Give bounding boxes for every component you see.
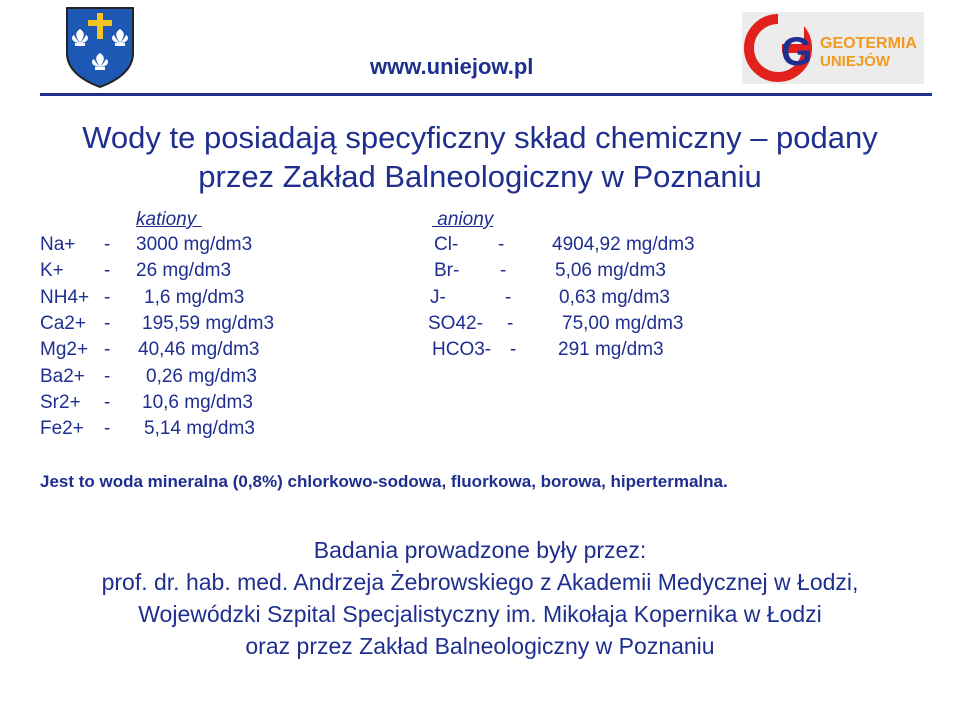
cation-value: 10,6 mg/dm3: [142, 391, 253, 413]
anion-value: 75,00 mg/dm3: [562, 312, 684, 334]
anions-header: aniony: [432, 209, 494, 230]
website-url: www.uniejow.pl: [370, 54, 534, 79]
cation-ion: Na+: [40, 234, 76, 255]
cation-value: 1,6 mg/dm3: [144, 286, 245, 308]
research-credits: [0, 534, 960, 662]
anion-ion: Br-: [434, 260, 460, 282]
cation-dash: -: [104, 234, 111, 255]
water-summary: Jest to woda mineralna (0,8%) chlorkowo-sodowa, fluorkowa, borowa, hipertermalna.: [40, 472, 728, 491]
cation-dash: -: [104, 260, 111, 282]
cation-ion: Fe2+: [40, 418, 84, 440]
cation-value: 3000 mg/dm3: [136, 234, 253, 255]
anion-ion: SO42-: [428, 312, 483, 334]
cation-value: 5,14 mg/dm3: [144, 418, 255, 440]
cation-ion: Mg2+: [40, 339, 89, 361]
credits-line-1: Badania prowadzone były przez:: [313, 537, 647, 563]
header-divider: [40, 93, 932, 96]
cation-value: 0,26 mg/dm3: [146, 365, 257, 387]
coat-of-arms-icon: [64, 5, 136, 89]
anion-ion: J-: [430, 286, 446, 308]
anion-value: 0,63 mg/dm3: [559, 286, 670, 308]
cation-ion: Sr2+: [40, 391, 81, 413]
cation-ion: Ba2+: [40, 365, 85, 387]
cation-value: 40,46 mg/dm3: [138, 339, 260, 361]
cation-value: 26 mg/dm3: [136, 260, 232, 282]
cation-dash: -: [104, 418, 111, 440]
title-line-2: przez Zakład Balneologiczny w Poznaniu: [198, 159, 762, 194]
cation-ion: K+: [40, 260, 64, 282]
anion-value: 4904,92 mg/dm3: [552, 234, 695, 255]
credits-line-3: Wojewódzki Szpital Specjalistyczny im. Mikołaja Kopernika w Łodzi: [138, 601, 822, 627]
logo-letter: G: [781, 30, 813, 74]
title-line-1: Wody te posiadają specyficzny skład chemiczny – podany: [82, 120, 878, 155]
cation-ion: Ca2+: [40, 312, 86, 334]
cation-value: 195,59 mg/dm3: [142, 312, 275, 334]
geotermia-uniejow-logo: [742, 12, 924, 84]
anion-dash: -: [505, 286, 512, 308]
cation-dash: -: [104, 391, 111, 413]
cations-header: kationy: [136, 209, 202, 230]
cation-dash: -: [104, 312, 111, 334]
anion-ion: HCO3-: [432, 339, 492, 361]
credits-line-2: prof. dr. hab. med. Andrzeja Żebrowskiego z Akademii Medycznej w Łodzi,: [101, 569, 859, 595]
anion-value: 5,06 mg/dm3: [555, 260, 666, 282]
anion-dash: -: [500, 260, 507, 282]
logo-line-2: UNIEJÓW: [820, 53, 891, 70]
anion-dash: -: [510, 339, 517, 361]
anion-dash: -: [498, 234, 505, 255]
cation-dash: -: [104, 365, 111, 387]
anion-value: 291 mg/dm3: [558, 339, 664, 361]
anion-dash: -: [507, 312, 514, 334]
logo-line-1: GEOTERMIA: [820, 35, 917, 52]
cation-ion: NH4+: [40, 286, 90, 308]
credits-line-4: oraz przez Zakład Balneologiczny w Poznaniu: [245, 633, 715, 659]
anion-ion: Cl-: [434, 234, 459, 255]
cation-dash: -: [104, 286, 111, 308]
page-title: [0, 118, 960, 196]
cation-dash: -: [104, 339, 111, 361]
